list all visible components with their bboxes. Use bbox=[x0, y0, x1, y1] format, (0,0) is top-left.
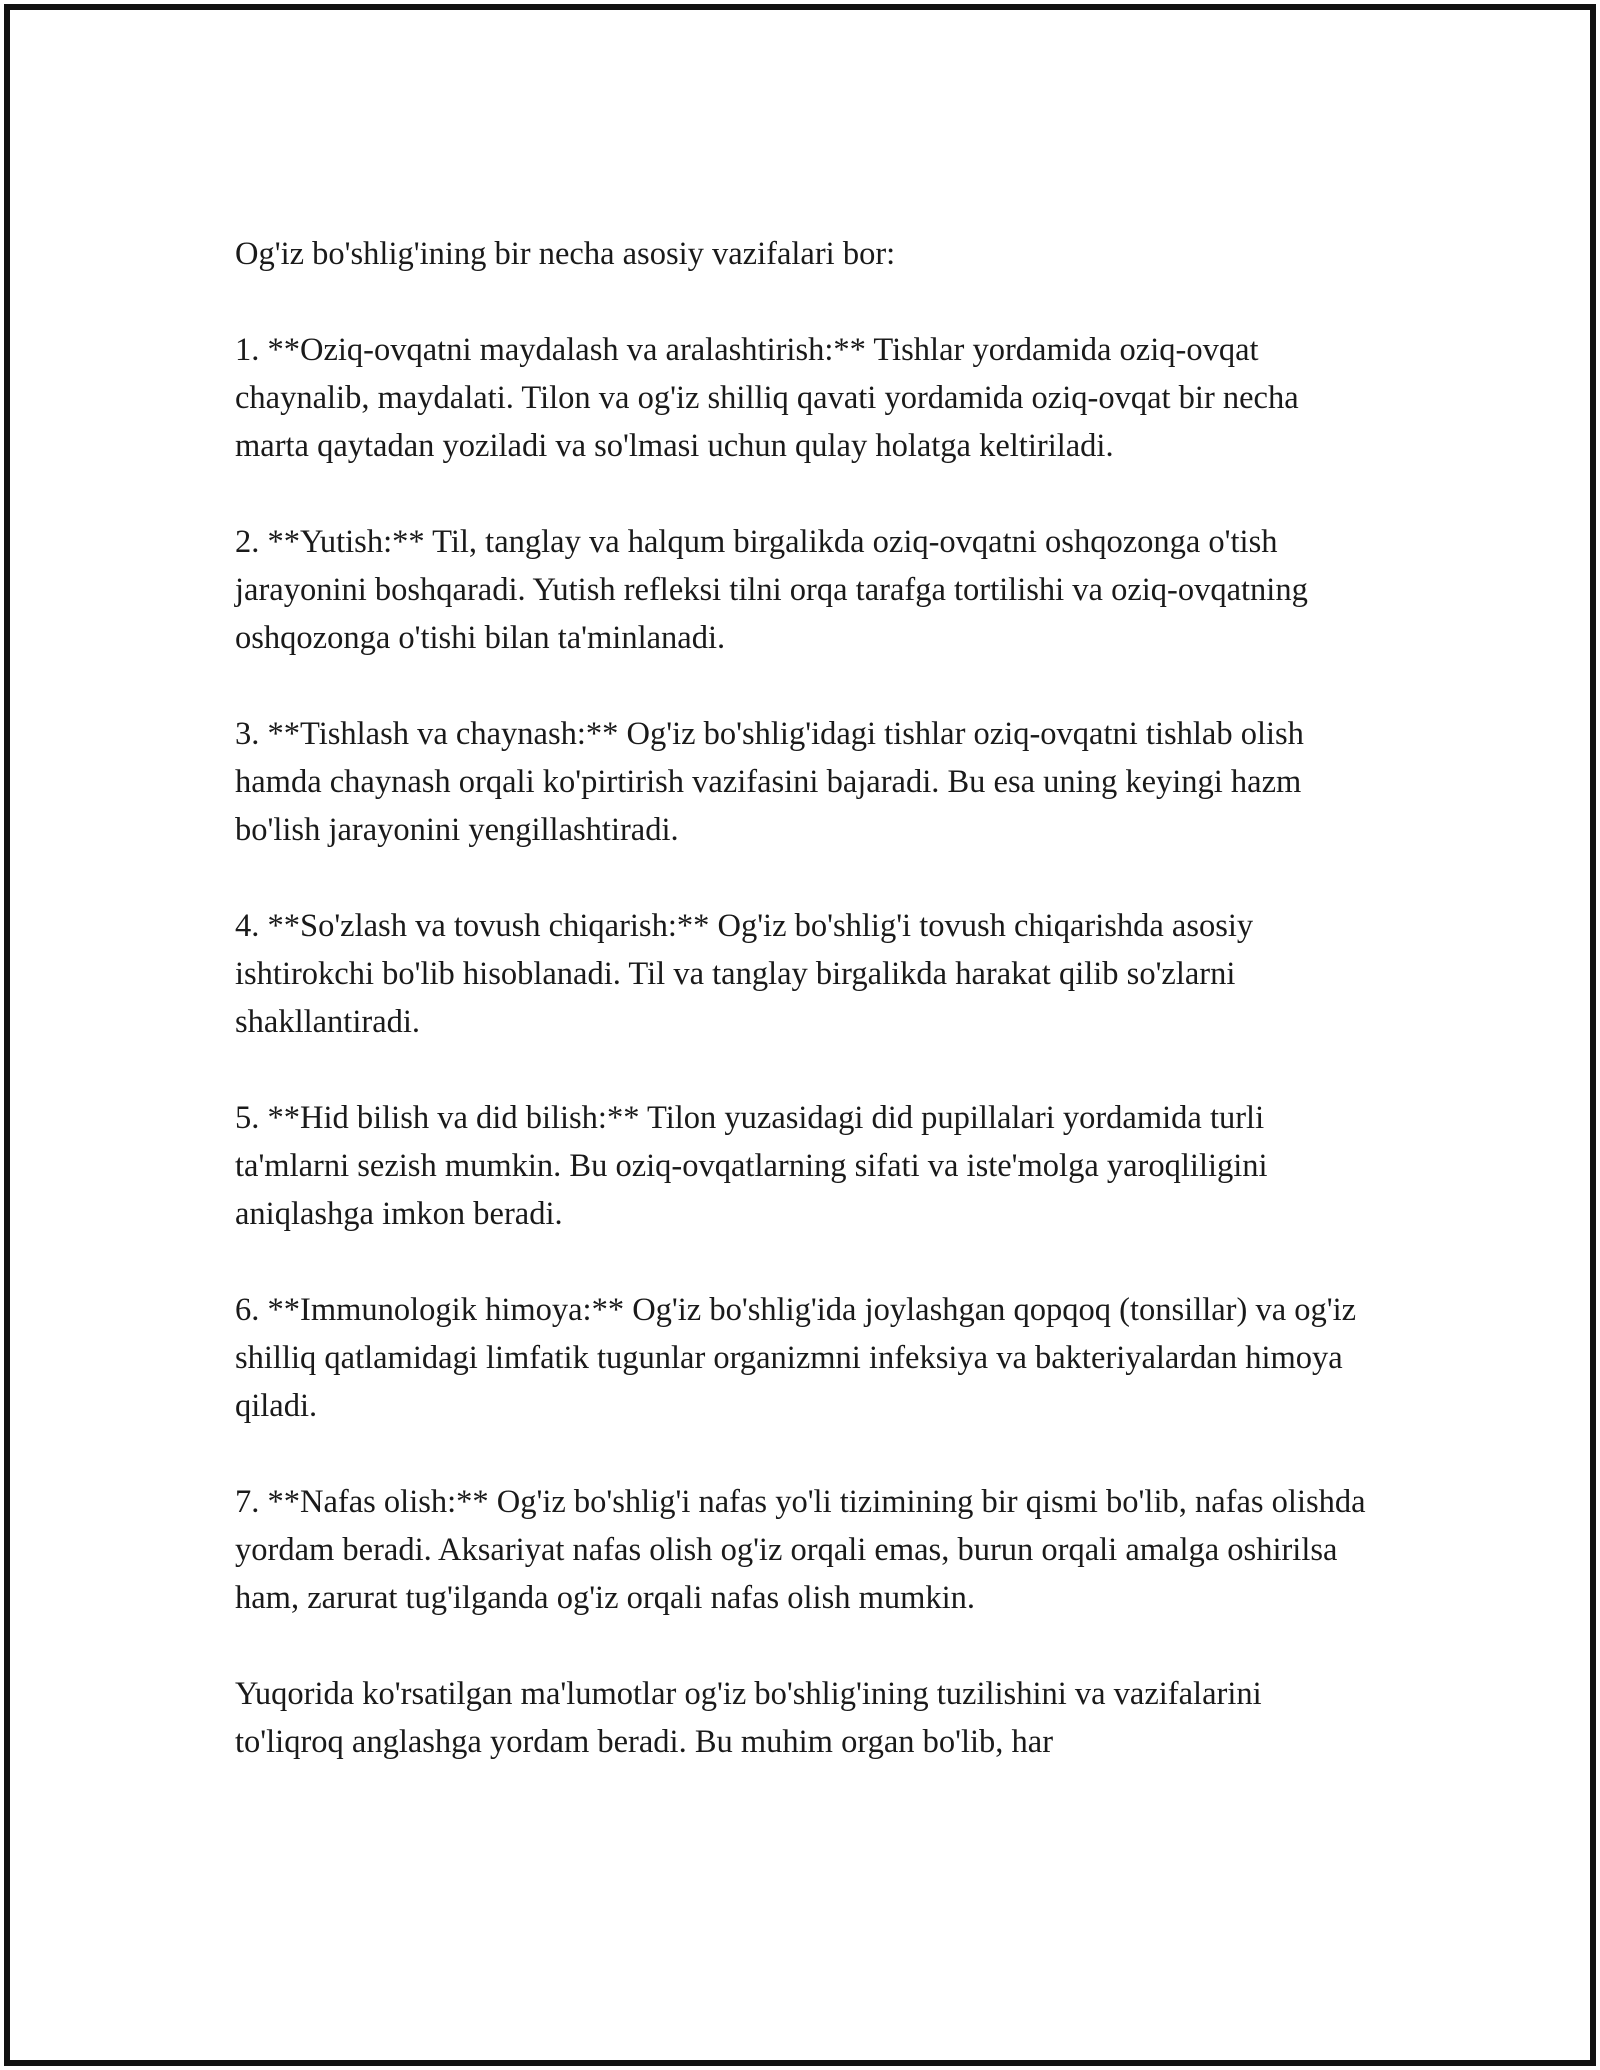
list-item-4: 4. **So'zlash va tovush chiqarish:** Og'iz bo'shlig'i tovush chiqarishda asosiy ishtirokchi bo'lib hisoblanadi. Til va tanglay birgalikda harakat qilib so'zlarni shakllantiradi. bbox=[235, 908, 1254, 1040]
document-body bbox=[235, 230, 1370, 1766]
list-item-1: 1. **Oziq-ovqatni maydalash va aralashtirish:** Tishlar yordamida oziq-ovqat chaynalib, maydalati. Tilon va og'iz shilliq qavati yordamida oziq-ovqat bir necha marta qaytadan yoziladi va so'lmasi uchun qulay holatga keltiriladi. bbox=[235, 332, 1299, 464]
outro-paragraph: Yuqorida ko'rsatilgan ma'lumotlar og'iz bo'shlig'ining tuzilishini va vazifalarini to'liqroq anglashga yordam beradi. Bu muhim organ bo'lib, har bbox=[235, 1676, 1262, 1760]
list-item-6: 6. **Immunologik himoya:** Og'iz bo'shlig'ida joylashgan qopqoq (tonsillar) va og'iz shilliq qatlamidagi limfatik tugunlar organizmni infeksiya va bakteriyalardan himoya qiladi. bbox=[235, 1292, 1357, 1424]
list-item-3: 3. **Tishlash va chaynash:** Og'iz bo'shlig'idagi tishlar oziq-ovqatni tishlab olish hamda chaynash orqali ko'pirtirish vazifasini bajaradi. Bu esa uning keyingi hazm bo'lish jarayonini yengillashtiradi. bbox=[235, 716, 1304, 848]
list-item-5: 5. **Hid bilish va did bilish:** Tilon yuzasidagi did pupillalari yordamida turli ta'mlarni sezish mumkin. Bu oziq-ovqatlarning sifati va iste'molga yaroqliligini aniqlashga imkon beradi. bbox=[235, 1100, 1268, 1232]
list-item-7: 7. **Nafas olish:** Og'iz bo'shlig'i nafas yo'li tizimining bir qismi bo'lib, nafas olishda yordam beradi. Aksariyat nafas olish og'iz orqali emas, burun orqali amalga oshirilsa ham, zarurat tug'ilganda og'iz orqali nafas olish mumkin. bbox=[235, 1484, 1366, 1616]
list-item-2: 2. **Yutish:** Til, tanglay va halqum birgalikda oziq-ovqatni oshqozonga o'tish jarayonini boshqaradi. Yutish refleksi tilni orqa tarafga tortilishi va oziq-ovqatning oshqozonga o'tishi bilan ta'minlanadi. bbox=[235, 524, 1308, 656]
intro-paragraph: Og'iz bo'shlig'ining bir necha asosiy vazifalari bor: bbox=[235, 236, 896, 272]
